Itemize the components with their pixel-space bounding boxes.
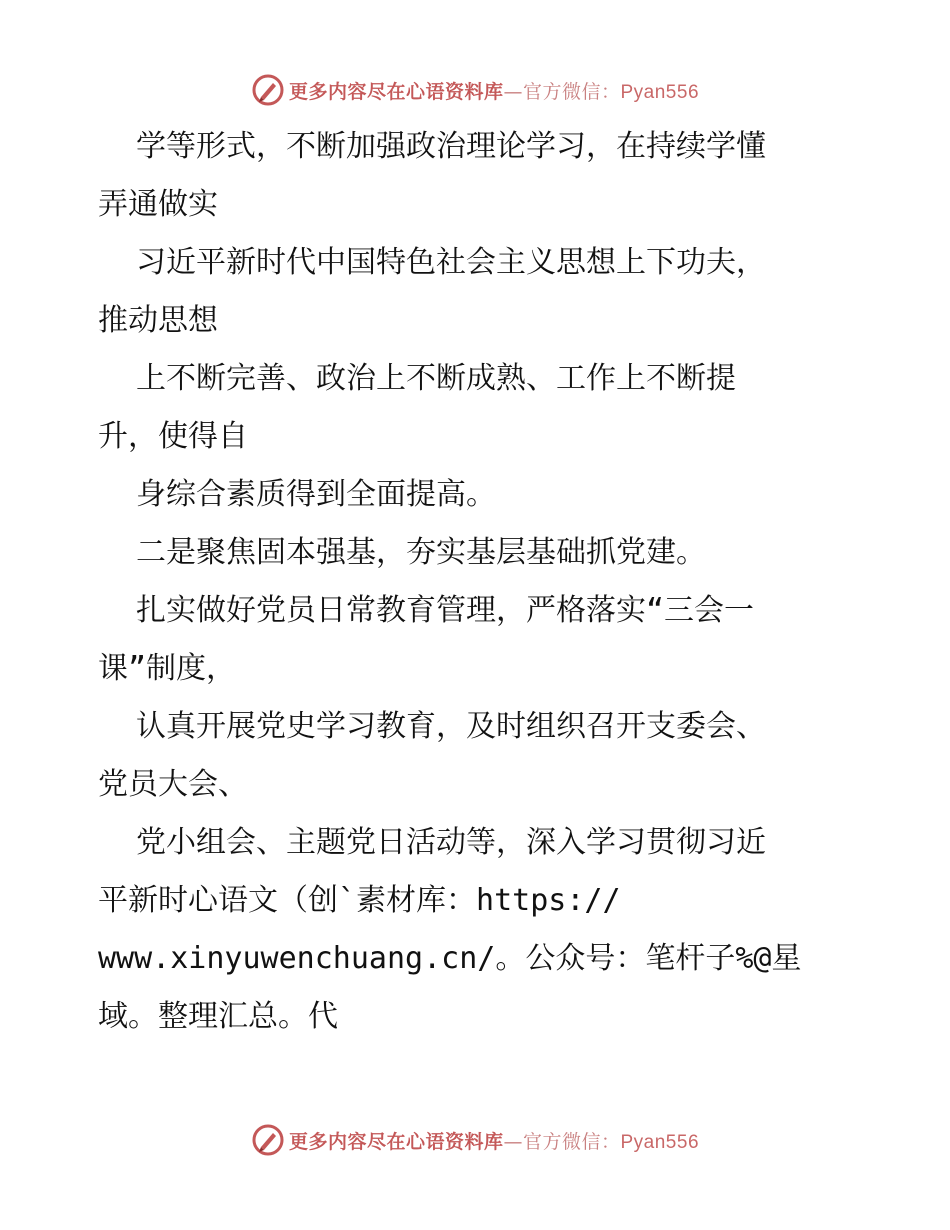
pen-logo-icon [251,73,285,107]
header-watermark-text [289,77,699,104]
text-line: 认真开展党史学习教育，及时组织召开支委会、 [136,709,766,744]
footer-wechat-id: Pyan556 [620,1131,700,1153]
text-line: 习近平新时代中国特色社会主义思想上下功夫， [136,245,766,280]
text-line: 学等形式，不断加强政治理论学习，在持续学懂 [136,129,766,164]
text-line: 课”制度， [98,651,237,686]
text-line: 域。整理汇总。代 [98,999,338,1034]
text-line: 推动思想 [98,303,218,338]
text-line: 平新时心语文（创`素材库：https:// [98,883,621,918]
header-watermark [0,70,950,110]
text-line: 上不断完善、政治上不断成熟、工作上不断提 [136,361,736,396]
footer-brand: 更多内容尽在心语资料库 [288,1130,504,1153]
header-wechat-id: Pyan556 [620,81,700,103]
header-separator: — [503,80,523,103]
pen-logo-icon [251,1123,285,1157]
text-line: 身综合素质得到全面提高。 [136,477,496,512]
text-line: 弄通做实 [98,187,218,222]
text-line: 党小组会、主题党日活动等，深入学习贯彻习近 [136,825,766,860]
footer-label: 官方微信： [522,1130,621,1153]
text-line: 升，使得自 [98,419,248,454]
text-line: 党员大会、 [98,767,248,802]
text-line: 扎实做好党员日常教育管理，严格落实“三会一 [136,593,755,628]
text-line: 二是聚焦固本强基，夯实基层基础抓党建。 [136,535,706,570]
footer-watermark [0,1120,950,1160]
footer-watermark-text [289,1127,699,1154]
document-body [98,118,868,1046]
text-line: www.xinyuwenchuang.cn/。公众号：笔杆子%@星 [98,941,802,976]
header-brand: 更多内容尽在心语资料库 [288,80,504,103]
footer-separator: — [503,1130,523,1153]
header-label: 官方微信： [522,80,621,103]
